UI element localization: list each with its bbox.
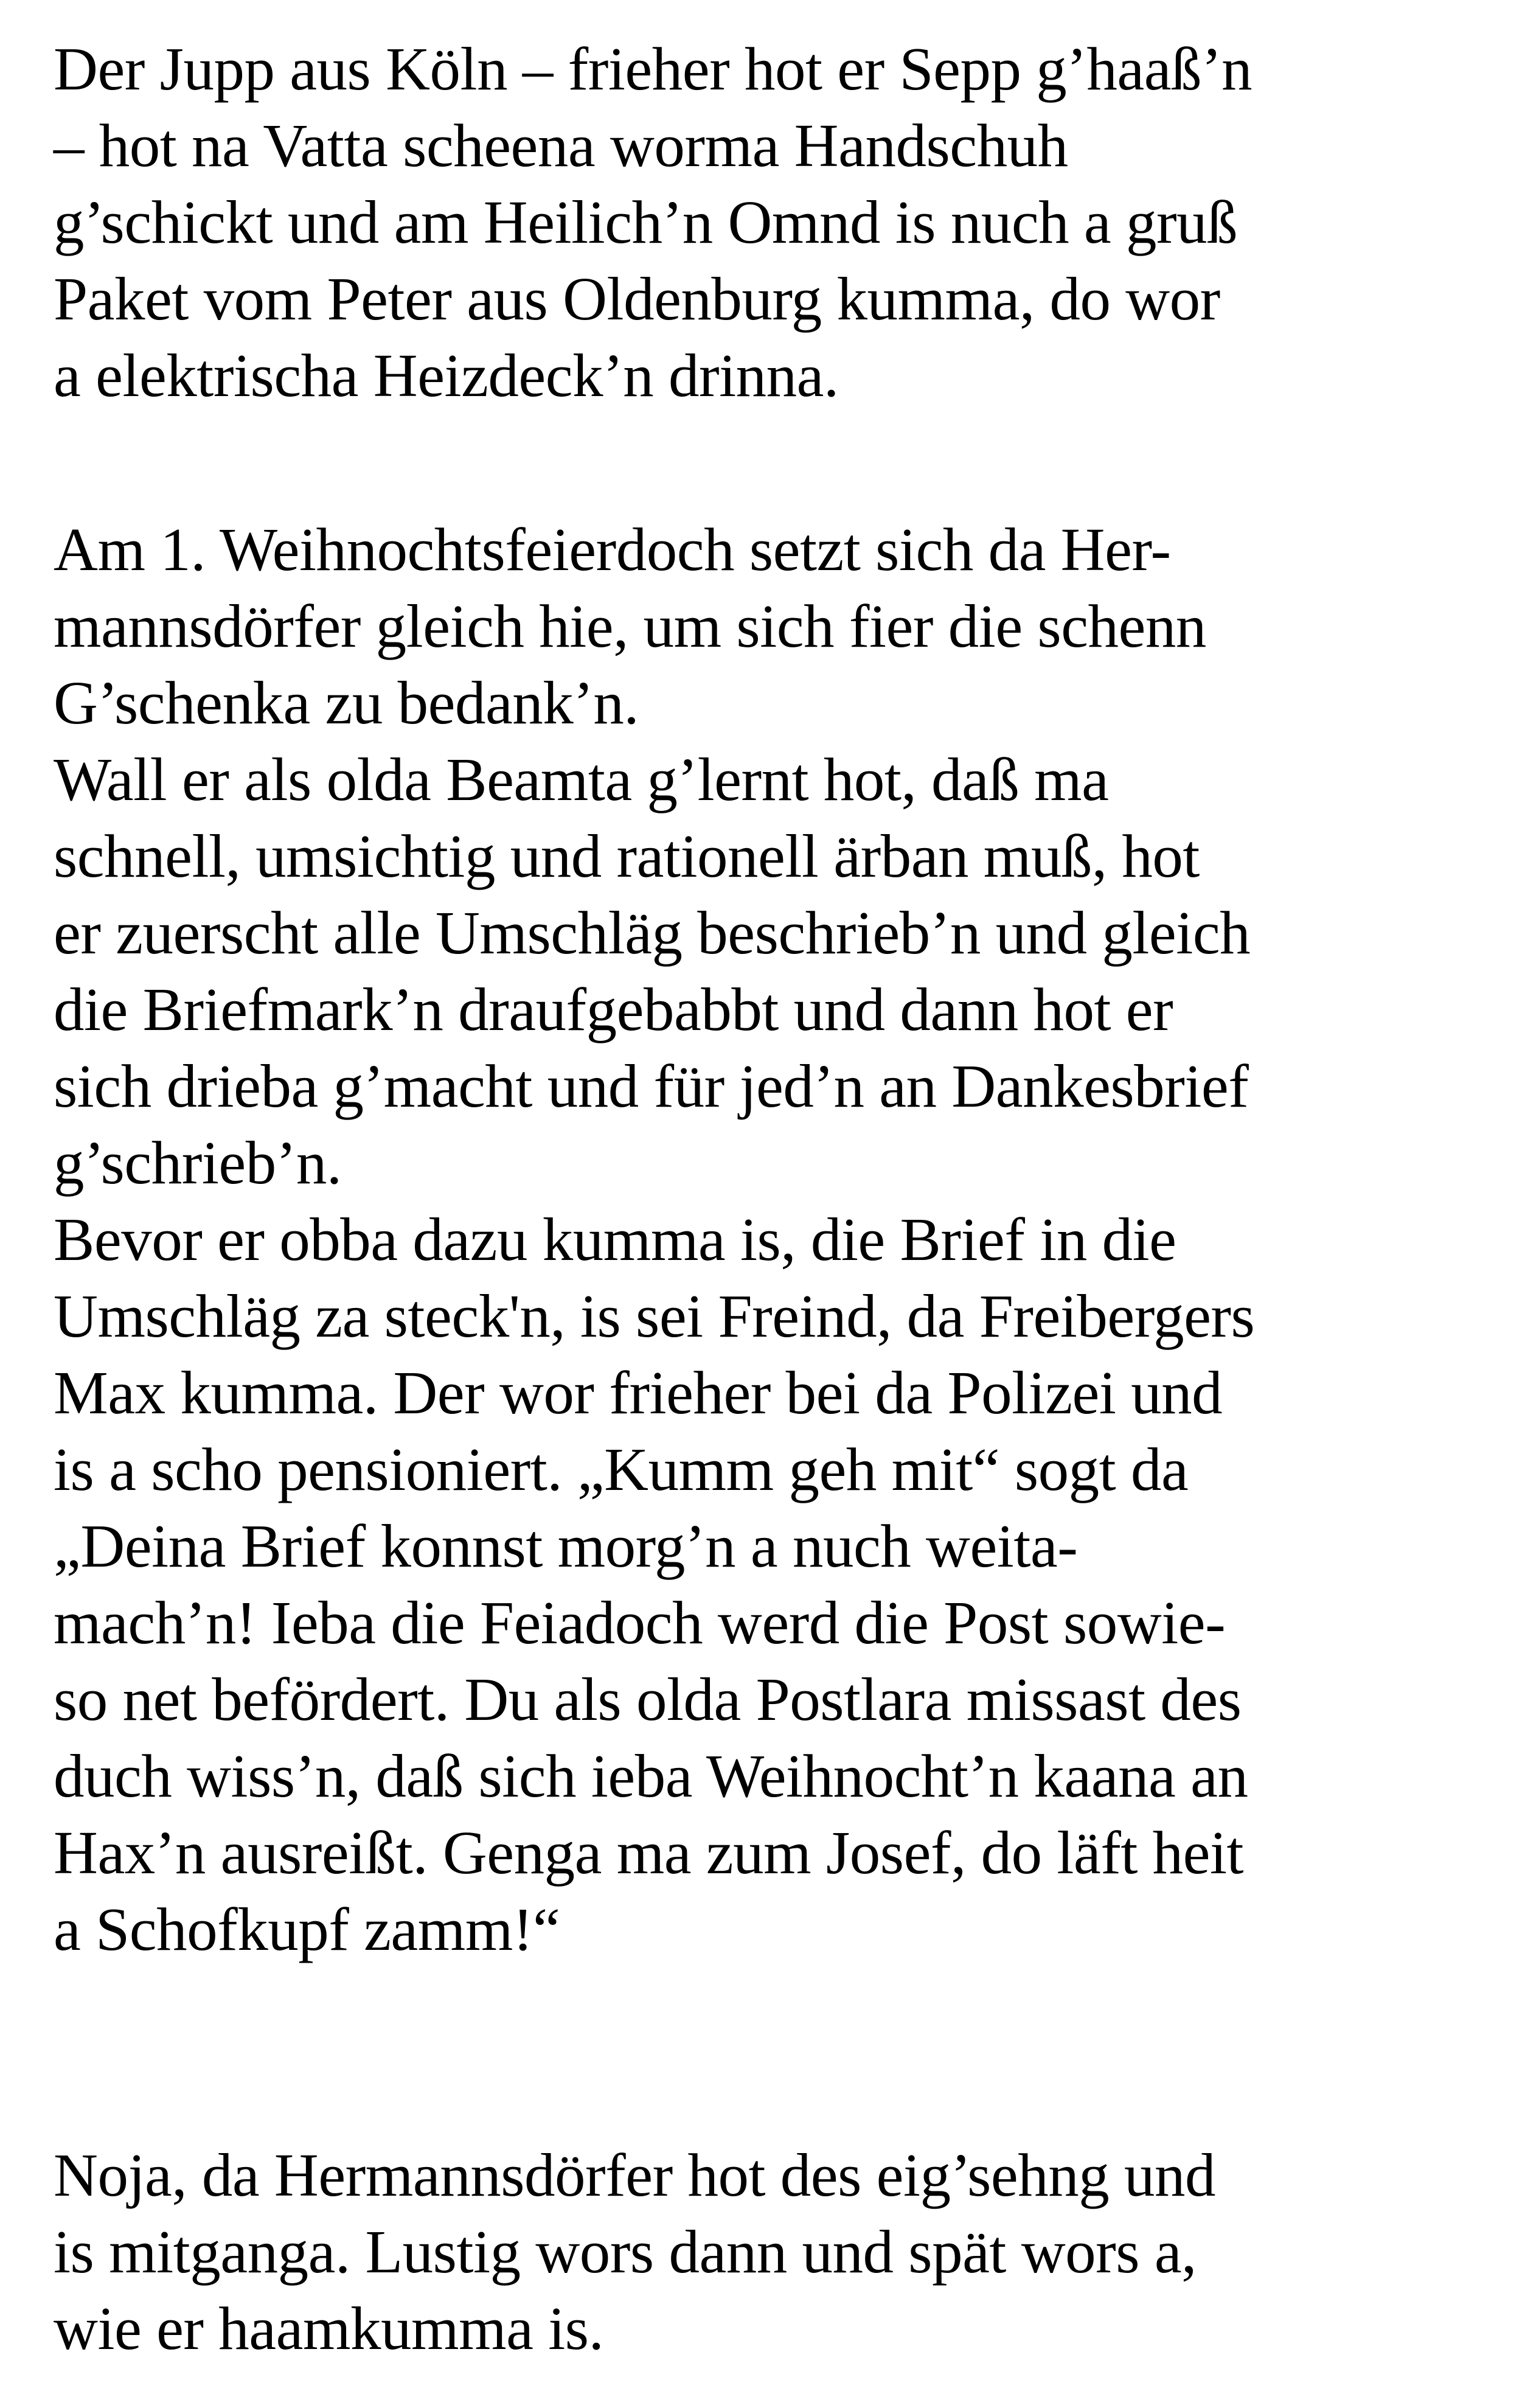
text-line: g’schickt und am Heilich’n Omnd is nuch a gruß xyxy=(54,188,1238,256)
text-line: so net befördert. Du als olda Postlara missast des xyxy=(54,1665,1242,1733)
text-line: is mitganga. Lustig wors dann und spät wors a, xyxy=(54,2218,1197,2286)
text-line: Wall er als olda Beamta g’lernt hot, daß ma xyxy=(54,745,1109,813)
text-line: er zuerscht alle Umschläg beschrieb’n und gleich xyxy=(54,899,1251,967)
paragraph-2 xyxy=(54,511,1526,1968)
text-line: die Briefmark’n draufgebabbt und dann hot er xyxy=(54,975,1173,1043)
text-line: G’schenka zu bedank’n. xyxy=(54,669,639,737)
text-line: Umschläg za steck'n, is sei Freind, da Freibergers xyxy=(54,1282,1255,1350)
paragraph-3 xyxy=(54,2137,1526,2367)
text-line: Bevor er obba dazu kumma is, die Brief in die xyxy=(54,1205,1176,1273)
text-line: Noja, da Hermannsdörfer hot des eig’sehng und xyxy=(54,2141,1216,2209)
text-line: g’schrieb’n. xyxy=(54,1129,342,1197)
text-line: Hax’n ausreißt. Genga ma zum Josef, do läft heit xyxy=(54,1818,1244,1887)
text-line: Paket vom Peter aus Oldenburg kumma, do wor xyxy=(54,265,1220,333)
text-line: Am 1. Weihnochtsfeierdoch setzt sich da Her- xyxy=(54,515,1171,583)
paragraph-1 xyxy=(54,30,1526,414)
text-line: schnell, umsichtig und rationell ärban muß, hot xyxy=(54,822,1200,890)
text-line: Max kumma. Der wor frieher bei da Polizei und xyxy=(54,1359,1223,1427)
text-line: sich drieba g’macht und für jed’n an Dankesbrief xyxy=(54,1052,1249,1120)
text-line: mach’n! Ieba die Feiadoch werd die Post sowie- xyxy=(54,1589,1226,1657)
text-line: mannsdörfer gleich hie, um sich fier die schenn xyxy=(54,592,1206,660)
text-line: a Schofkupf zamm!“ xyxy=(54,1895,560,1963)
text-line: wie er haamkumma is. xyxy=(54,2294,604,2362)
text-line: a elektrischa Heizdeck’n drinna. xyxy=(54,341,839,409)
text-line: – hot na Vatta scheena worma Handschuh xyxy=(54,111,1068,179)
text-line: „Deina Brief konnst morg’n a nuch weita- xyxy=(54,1512,1078,1580)
text-line: Der Jupp aus Köln – frieher hot er Sepp g’haaß’n xyxy=(54,35,1252,103)
text-line: duch wiss’n, daß sich ieba Weihnocht’n kaana an xyxy=(54,1742,1248,1810)
text-line: is a scho pensioniert. „Kumm geh mit“ sogt da xyxy=(54,1435,1189,1503)
